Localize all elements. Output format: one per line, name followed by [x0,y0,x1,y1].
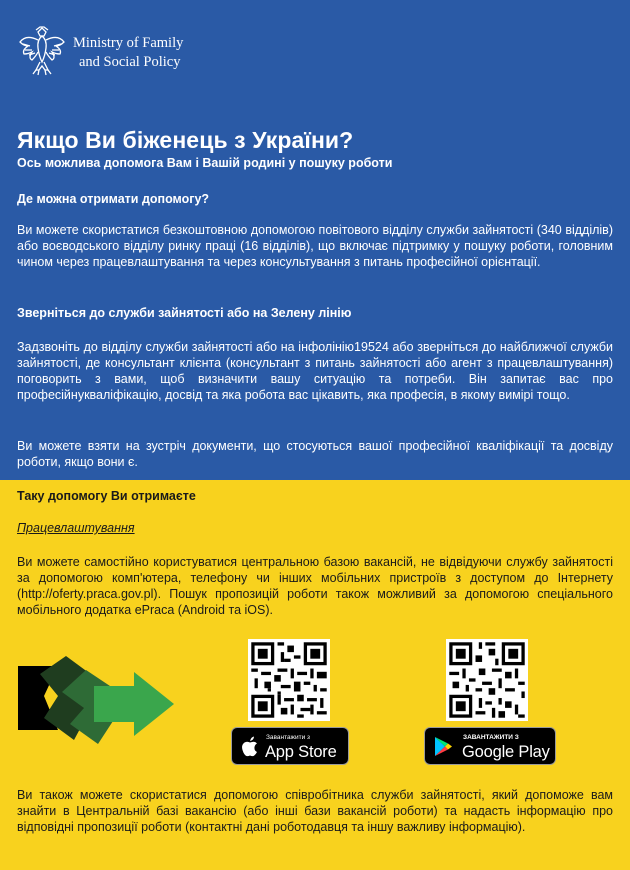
ministry-name [73,34,183,72]
page-subtitle: Ось можлива допомога Вам і Вашій родині у пошуку роботи [17,156,393,170]
paragraph-contact-info: Задзвоніть до відділу служби зайнятості або на інфолінію19524 або зверніться до найближчої служби зайнятості, де консультант клієнта (консультант з питань зайнятості або агент з працевлаштування) поговорить з вами, щоб визначити вашу ситуацію та потреби. Він запитає вас про професійнукваліфікацію, досвід та яка робота вас цікавить, яка професія, в якому вимірі тощо. [17,340,613,402]
paragraph-help-info: Ви можете скористатися безкоштовною допомогою повітового відділу служби зайнятості (340 відділів) або воєводського відділу ринку праці (16 відділів), що включає підтримку у пошуку роботи, головним чином через працевлаштування та через консультування з питань професійної орієнтації. [17,223,613,269]
google-play-button[interactable] [424,727,556,765]
app-store-small-label: Завантажити з [266,734,311,741]
page-title: Якщо Ви біженець з України? [17,127,354,153]
app-store-big-label: App Store [265,743,337,761]
google-play-icon [434,736,453,757]
google-play-qr-code [446,639,528,721]
paragraph-documents: Ви можете взяти на зустріч документи, що стосуються вашої професійної кваліфікації та досвіду роботи, якщо вони є. [17,439,613,469]
app-store-qr-code [248,639,330,721]
heading-help-received: Таку допомогу Ви отримаєте [17,489,196,503]
heading-where-help: Де можна отримати допомогу? [17,192,210,206]
google-play-big-label: Google Play [462,743,550,761]
app-store-button[interactable] [231,727,349,765]
subheading-employment: Працевлаштування [17,521,135,535]
ministry-line-2: and Social Policy [79,54,181,70]
ministry-line-1: Ministry of Family [73,35,184,51]
heading-contact: Зверніться до служби зайнятості або на Зелену лінію [17,306,352,320]
paragraph-job-database: Ви можете самостійно користуватися центральною базою вакансій, не відвідуючи службу зайнятості за допомогою комп'ютера, телефону чи інших мобільних пристроїв з доступом до Інтернету (http://oferty.praca.gov.pl). Пошук пропозицій роботи також можливий за допомогою спеціального мобільного додатка ePraca (Android та iOS). [17,555,613,617]
polish-eagle-icon [16,24,68,78]
google-play-small-label: ЗАВАНТАЖИТИ З [463,734,519,741]
yellow-section [0,480,630,870]
arrows-logo-icon [14,652,176,752]
paragraph-employee-help: Ви також можете скористатися допомогою співробітника служби зайнятості, який допоможе вам знайти в Центральній базі вакансію (або інші бази вакансій роботи) та надасть інформацію про відповідні пропозиції роботи (контактні дані роботодавця та іншу важливу інформацію). [17,788,613,834]
apple-icon [241,736,259,757]
